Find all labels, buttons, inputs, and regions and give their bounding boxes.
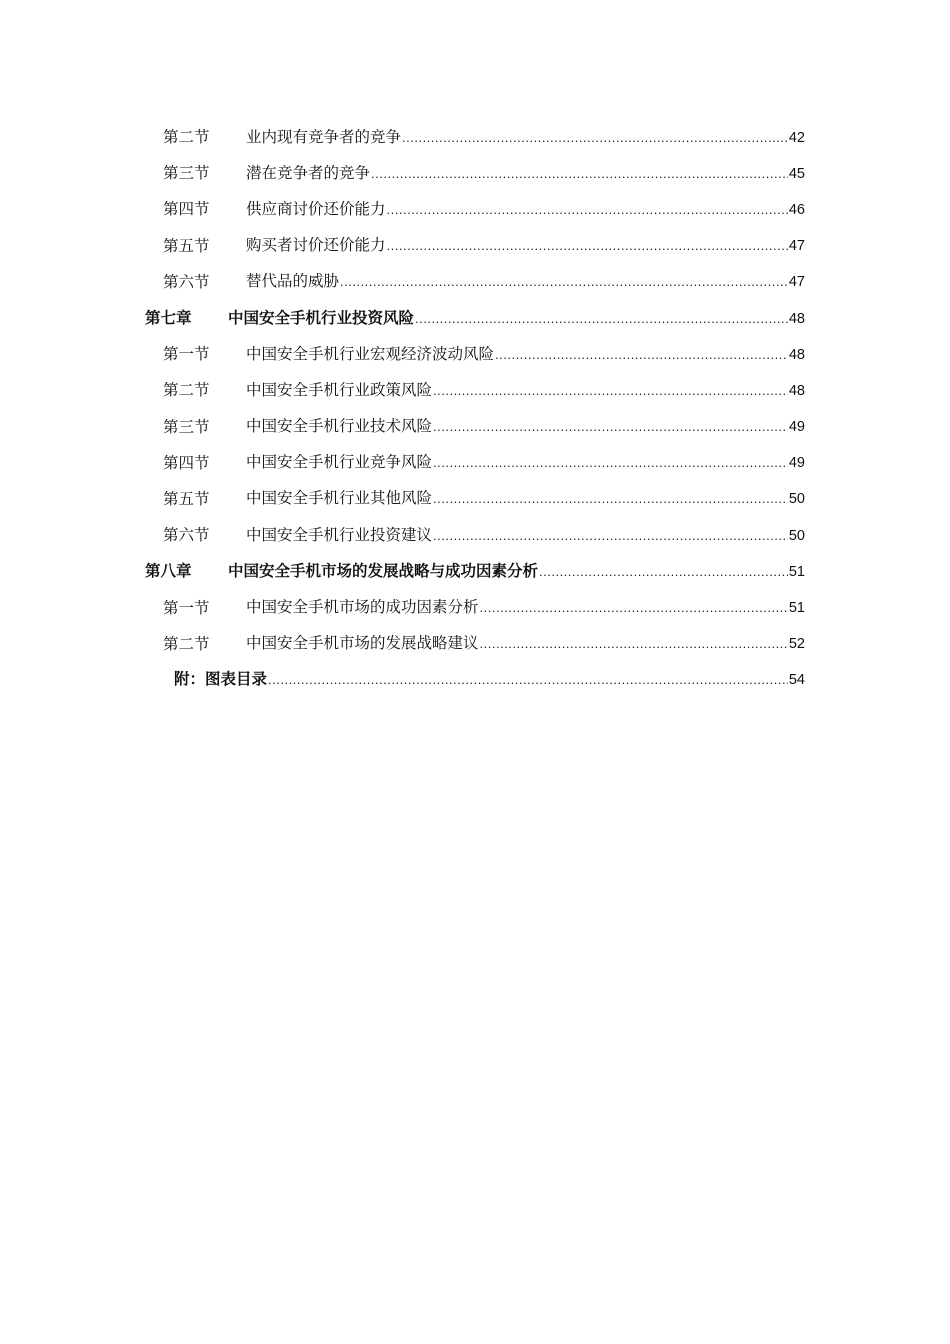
toc-entry-number: 第六节 [163, 272, 210, 291]
toc-entry-title: 中国安全手机行业政策风险 [246, 380, 433, 399]
dot-leader [480, 626, 788, 662]
toc-entry-page: 46 [788, 201, 805, 218]
toc-entry-number: 第四节 [163, 453, 210, 472]
toc-entry-title: 购买者讨价还价能力 [246, 236, 386, 255]
toc-entry-page: 47 [788, 274, 805, 291]
toc-entry-page: 51 [788, 600, 805, 617]
dot-leader [433, 373, 788, 409]
toc-entry[interactable] [0, 589, 950, 625]
toc-chapter-title: 中国安全手机行业投资风险 [228, 308, 415, 327]
toc-entry-title: 业内现有竞争者的竞争 [246, 127, 402, 146]
dot-leader [433, 518, 788, 554]
toc-entry-page: 52 [788, 636, 805, 653]
toc-entry-page: 54 [788, 672, 805, 689]
dot-leader [539, 554, 788, 590]
toc-entry-page: 50 [788, 491, 805, 508]
table-of-contents [0, 119, 950, 698]
toc-chapter-entry[interactable] [0, 300, 950, 336]
toc-entry-title: 中国安全手机市场的发展战略建议 [246, 634, 479, 653]
toc-entry-title: 中国安全手机行业其他风险 [246, 489, 433, 508]
toc-entry-number: 第四节 [163, 200, 210, 219]
toc-appendix-entry[interactable] [0, 662, 950, 698]
dot-leader [433, 445, 788, 481]
toc-entry-title: 中国安全手机行业投资建议 [246, 525, 433, 544]
toc-entry-page: 48 [788, 382, 805, 399]
toc-entry-title: 中国安全手机行业竞争风险 [246, 453, 433, 472]
dot-leader [495, 337, 788, 373]
toc-entry[interactable] [0, 191, 950, 227]
toc-entry-number: 第一节 [163, 345, 210, 364]
dot-leader [371, 156, 788, 192]
toc-entry-number: 第五节 [163, 489, 210, 508]
toc-entry-page: 49 [788, 455, 805, 472]
toc-entry[interactable] [0, 155, 950, 191]
toc-entry-title: 中国安全手机行业宏观经济波动风险 [246, 344, 495, 363]
toc-entry-number: 第三节 [163, 164, 210, 183]
dot-leader [415, 301, 788, 337]
toc-entry-title: 供应商讨价还价能力 [246, 199, 386, 218]
dot-leader [433, 409, 788, 445]
toc-entry-page: 50 [788, 527, 805, 544]
dot-leader [387, 192, 788, 228]
toc-entry-number: 第二节 [163, 128, 210, 147]
dot-leader [433, 481, 788, 517]
toc-chapter-number: 第七章 [145, 309, 192, 328]
toc-entry-page: 42 [788, 129, 805, 146]
toc-entry-number: 第二节 [163, 381, 210, 400]
toc-entry-page: 47 [788, 238, 805, 255]
toc-entry-page: 49 [788, 419, 805, 436]
toc-entry[interactable] [0, 409, 950, 445]
toc-entry-page: 48 [788, 346, 805, 363]
dot-leader [402, 120, 788, 156]
toc-entry[interactable] [0, 517, 950, 553]
dot-leader [340, 264, 788, 300]
toc-chapter-title: 中国安全手机市场的发展战略与成功因素分析 [228, 561, 539, 580]
toc-entry[interactable] [0, 481, 950, 517]
toc-entry[interactable] [0, 228, 950, 264]
toc-entry[interactable] [0, 626, 950, 662]
toc-entry[interactable] [0, 372, 950, 408]
toc-entry-title: 中国安全手机行业技术风险 [246, 417, 433, 436]
dot-leader [387, 228, 788, 264]
toc-entry[interactable] [0, 264, 950, 300]
dot-leader [480, 590, 788, 626]
toc-entry[interactable] [0, 119, 950, 155]
toc-entry-page: 51 [788, 563, 805, 580]
toc-entry[interactable] [0, 336, 950, 372]
toc-entry-page: 45 [788, 165, 805, 182]
toc-entry-number: 第二节 [163, 634, 210, 653]
toc-chapter-entry[interactable] [0, 553, 950, 589]
dot-leader [268, 662, 788, 698]
toc-entry-number: 第一节 [163, 598, 210, 617]
toc-entry-title: 替代品的威胁 [246, 272, 340, 291]
toc-entry-title: 潜在竞争者的竞争 [246, 163, 371, 182]
toc-chapter-number: 第八章 [145, 562, 192, 581]
toc-entry-number: 第三节 [163, 417, 210, 436]
toc-entry-title: 中国安全手机市场的成功因素分析 [246, 598, 479, 617]
toc-appendix-title: 附：图表目录 [174, 670, 268, 689]
toc-entry-number: 第五节 [163, 236, 210, 255]
toc-entry[interactable] [0, 445, 950, 481]
toc-entry-page: 48 [788, 310, 805, 327]
toc-entry-number: 第六节 [163, 526, 210, 545]
